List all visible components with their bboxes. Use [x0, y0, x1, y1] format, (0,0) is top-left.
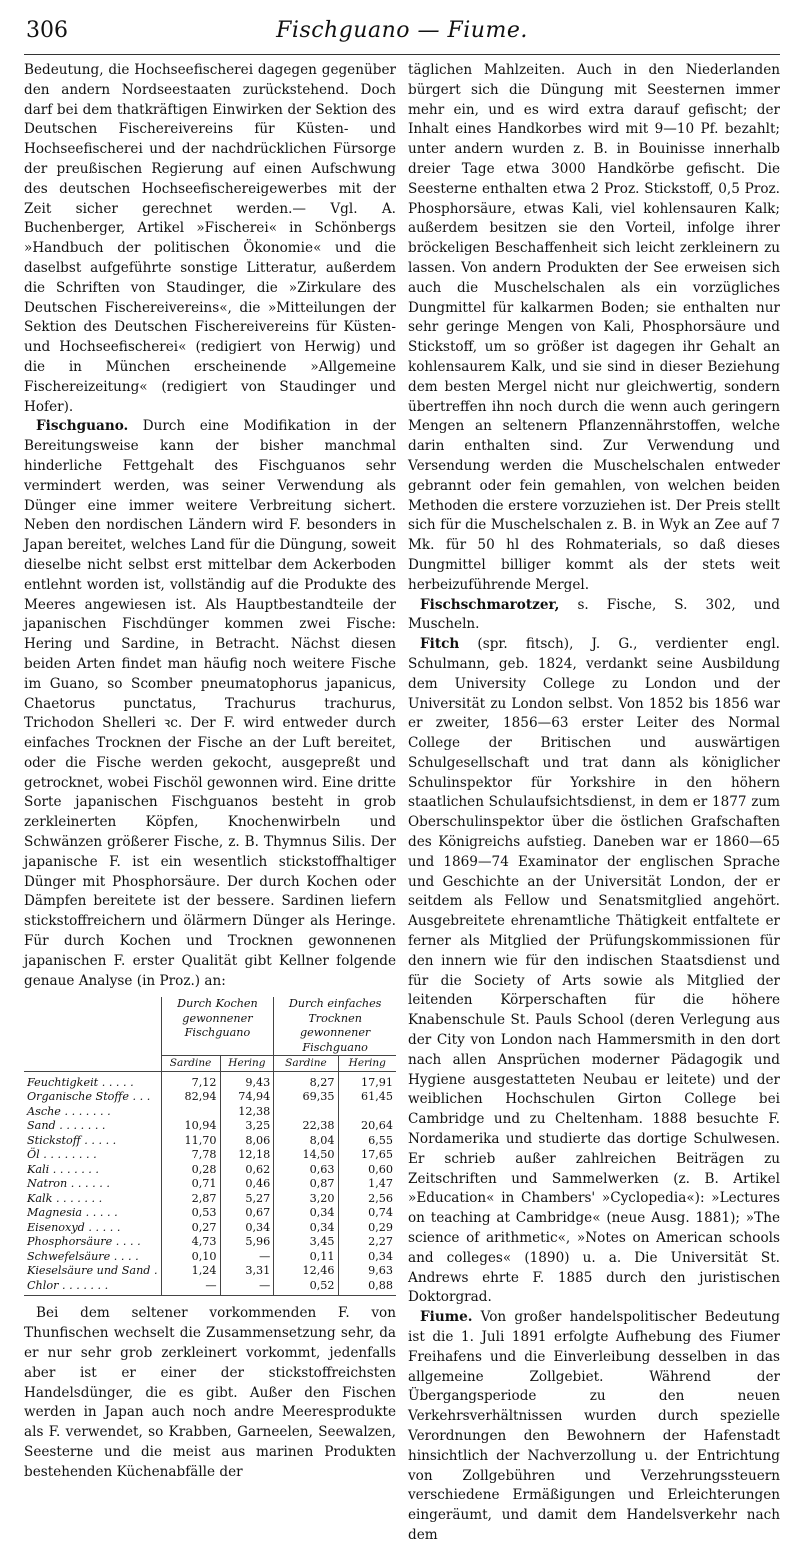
table-row-label: Natron . . . . . . — [27, 1177, 110, 1191]
table-group-dried: Durch einfaches Trocknen gewonnener Fischguano — [274, 997, 396, 1056]
table-row — [24, 1235, 396, 1250]
entry-fiume-text: Von großer handelspolitischer Bedeutung ist die 1. Juli 1891 erfolgte Aufhebung des Fiumer Freihafens und die Einverleibung desselben in das allgemeine Zollgebiet. Während der Übergangsperiode zu den neuen Verkehrsverhältnissen wurden durch spezielle Verordnungen den Bewohnern der Hafenstadt hinsichtlich der Nachverzollung u. der Entrichtung von Zollgebühren und Verzehrungssteuern verschiedene Ermäßigungen und Erleichterungen eingeräumt, und damit dem Handelsverkehr nach dem — [408, 1309, 780, 1543]
table-cell: 0,52 — [274, 1279, 338, 1296]
table-row-label: Kali . . . . . . . — [27, 1162, 99, 1176]
table-cell: 0,27 — [161, 1221, 220, 1236]
table-cell: 1,24 — [161, 1264, 220, 1279]
entry-fischguano — [24, 417, 396, 991]
table-row-label: Stickstoff . . . . . — [27, 1133, 117, 1147]
table-cell: 0,74 — [338, 1206, 396, 1221]
table-cell: 82,94 — [161, 1090, 220, 1105]
table-cell: — — [220, 1250, 274, 1265]
table-row — [24, 1250, 396, 1265]
paragraph-fischerei-end: Bedeutung, die Hochseefischerei dagegen gegenüber den andern Nordseestaaten zurückstehend. Doch darf bei dem thatkräftigen Einwirken der Sektion des Deutschen Fischereivereins für Küsten- und Hochseefischerei und der nachdrücklichen Fürsorge der preußischen Regierung auf einen Aufschwung des deutschen Hochseefischereigewerbes mit der Zeit sicher gerechnet werden.— Vgl. A. Buchenberger, Artikel »Fischerei« in Schönbergs »Handbuch der politischen Ökonomie« und die daselbst aufgeführte sonstige Litteratur, außerdem die Schriften von Staudinger, die »Zirkulare des Deutschen Fischereivereins«, die »Mitteilungen der Sektion des Deutschen Fischereivereins für Küsten- und Hochseefischerei« (redigiert von Herwig) und die in München erscheinende »Allgemeine Fischereizeitung« (redigiert von Staudinger und Hofer). — [24, 62, 396, 415]
table-cell: 3,20 — [274, 1192, 338, 1207]
table-cell: 0,62 — [220, 1163, 274, 1178]
table-cell: 0,34 — [274, 1206, 338, 1221]
headword-fischschmarotzer: Fischschmarotzer, — [420, 596, 560, 613]
entry-fischschmarotzer — [408, 596, 780, 636]
table-row — [24, 1163, 396, 1178]
table-cell: 0,28 — [161, 1163, 220, 1178]
running-title: Fischguano — Fiume. — [276, 18, 528, 43]
page-number: 306 — [26, 18, 68, 43]
headword-fischguano: Fischguano. — [36, 418, 129, 435]
table-row-label: Eisenoxyd . . . . . — [27, 1220, 121, 1234]
table-cell: 4,73 — [161, 1235, 220, 1250]
table-row-label: Sand . . . . . . . — [27, 1119, 106, 1133]
table-cell: 8,06 — [220, 1134, 274, 1149]
table-cell: 17,65 — [338, 1148, 396, 1163]
headword-fitch: Fitch — [420, 636, 460, 653]
table-cell: 3,25 — [220, 1119, 274, 1134]
table-row-label: Schwefelsäure . . . . — [27, 1249, 139, 1263]
table-row — [24, 1279, 396, 1296]
table-row — [24, 1177, 396, 1192]
table-row-label: Kalk . . . . . . . — [27, 1191, 103, 1205]
table-cell: 12,18 — [220, 1148, 274, 1163]
analysis-table — [24, 997, 396, 1296]
paragraph-thunfisch: Bei dem seltener vorkommenden F. von Thunfischen wechselt die Zusammensetzung sehr, da er nur sehr grob zerkleinert vorkommt, jedenfalls aber ist er einer der stickstoffreichsten Handelsdünger, die es gibt. Außer den Fischen werden in Japan auch noch andre Meeresprodukte als F. verwendet, so Krabben, Garneelen, Seewalzen, Seesterne und die meist aus marinen Produkten bestehenden Küchenabfälle der — [24, 1305, 396, 1480]
table-corner — [24, 997, 161, 1071]
table-row-label: Öl . . . . . . . . — [27, 1148, 97, 1162]
table-cell — [161, 1105, 220, 1120]
table-cell: 5,27 — [220, 1192, 274, 1207]
table-cell — [338, 1105, 396, 1120]
table-cell: 8,27 — [274, 1071, 338, 1090]
table-row-label: Kieselsäure und Sand . — [27, 1264, 158, 1278]
left-column — [24, 61, 396, 1546]
table-cell: 0,63 — [274, 1163, 338, 1178]
table-row — [24, 1119, 396, 1134]
table-cell: 8,04 — [274, 1134, 338, 1149]
right-column — [408, 61, 780, 1546]
table-row — [24, 1105, 396, 1120]
table-cell: 3,31 — [220, 1264, 274, 1279]
table-row — [24, 1090, 396, 1105]
table-cell: 2,87 — [161, 1192, 220, 1207]
table-cell: 0,60 — [338, 1163, 396, 1178]
table-row — [24, 1221, 396, 1236]
table-cell: 14,50 — [274, 1148, 338, 1163]
text-columns — [24, 61, 780, 1546]
table-cell: 61,45 — [338, 1090, 396, 1105]
table-cell: 7,12 — [161, 1071, 220, 1090]
entry-fitch — [408, 635, 780, 1308]
table-cell: 10,94 — [161, 1119, 220, 1134]
table-cell: 2,27 — [338, 1235, 396, 1250]
entry-fitch-text: (spr. fitsch), J. G., verdienter engl. Schulmann, geb. 1824, verdankt seine Ausbildung dem University College zu London und der Universität zu London selbst. Von 1852 bis 1856 war er zweiter, 1856—63 erster Leiter des Normal College der Britischen und auswärtigen Schulgesellschaft und trat dann als königlicher Schulinspektor für Yorkshire in den höhern staatlichen Schulaufsichtsdienst, in dem er 1877 zum Oberschulinspektor über die östlichen Grafschaften des Königreichs aufstieg. Daneben war er 1860—65 und 1869—74 Examinator der englischen Sprache und Geschichte an der Universität London, der er seitdem als Fellow und Senatsmitglied angehört. Ausgebreitete ehrenamtliche Thätigkeit entfaltete er ferner als Mitglied der Prüfungskommissionen für den innern wie für den indischen Staatsdienst und für die Society of Arts sowie als Mitglied der leitenden Körperschaften für die höhere Knabenschule St. Pauls School (deren Verlegung aus der City von London nach Hammersmith in den dort nach allen Ansprüchen moderner Pädagogik und Hygiene ausgestatteten Neubau er leitete) und der weiblichen Hochschulen Girton College bei Cambridge und zu Cheltenham. 1888 besuchte F. Nordamerika und studierte das dortige Schulwesen. Er schrieb außer zahlreichen Beiträgen zu Zeitschriften und Sammelwerken (z. B. Artikel »Education« in Chambers' »Cyclopedia«): »Lectures on teaching at Cambridge« (neue Ausg. 1881); »The science of arithmetic«, »Notes on American schools and colleges« (1890) u. a. Die Universität St. Andrews ehrte F. 1885 durch den juristischen Doktorgrad. — [408, 636, 780, 1306]
table-group-cooked: Durch Kochen gewonnener Fischguano — [161, 997, 274, 1056]
table-cell: — — [161, 1279, 220, 1296]
table-cell: 74,94 — [220, 1090, 274, 1105]
table-cell: 7,78 — [161, 1148, 220, 1163]
table-cell: 17,91 — [338, 1071, 396, 1090]
table-cell: 2,56 — [338, 1192, 396, 1207]
table-cell: 0,46 — [220, 1177, 274, 1192]
table-cell: 5,96 — [220, 1235, 274, 1250]
table-cell: 0,88 — [338, 1279, 396, 1296]
table-cell: 11,70 — [161, 1134, 220, 1149]
table-subheader: Sardine — [274, 1056, 338, 1072]
table-row — [24, 1148, 396, 1163]
table-row — [24, 1206, 396, 1221]
table-cell: 0,34 — [220, 1221, 274, 1236]
table-cell: 3,45 — [274, 1235, 338, 1250]
table-cell: 0,71 — [161, 1177, 220, 1192]
table-cell: — — [220, 1279, 274, 1296]
table-subheader: Sardine — [161, 1056, 220, 1072]
table-cell: 0,34 — [338, 1250, 396, 1265]
table-cell: 0,34 — [274, 1221, 338, 1236]
table-cell: 22,38 — [274, 1119, 338, 1134]
table-cell: 0,11 — [274, 1250, 338, 1265]
table-cell: 6,55 — [338, 1134, 396, 1149]
table-row-label: Asche . . . . . . . — [27, 1104, 111, 1118]
table-cell: 9,43 — [220, 1071, 274, 1090]
entry-fiume — [408, 1308, 780, 1546]
table-cell: 12,46 — [274, 1264, 338, 1279]
headword-fiume: Fiume. — [420, 1309, 473, 1326]
table-row-label: Magnesia . . . . . — [27, 1206, 118, 1220]
table-row — [24, 1071, 396, 1090]
table-cell: 20,64 — [338, 1119, 396, 1134]
table-subheader: Hering — [220, 1056, 274, 1072]
table-cell: 69,35 — [274, 1090, 338, 1105]
table-cell: 0,10 — [161, 1250, 220, 1265]
paragraph-seesterne: täglichen Mahlzeiten. Auch in den Niederlanden bürgert sich die Düngung mit Seesternen immer mehr ein, und es wird extra darauf gefischt; der Inhalt eines Handkorbes wird mit 9—10 Pf. bezahlt; unter andern wurden z. B. in Bouinisse innerhalb dreier Tage etwa 3000 Handkörbe gefischt. Die Seesterne enthalten etwa 2 Proz. Stickstoff, 0,5 Proz. Phosphorsäure, etwas Kali, viel kohlensauren Kalk; außerdem besitzen sie den Vorteil, infolge ihrer bröckeligen Beschaffenheit sich leicht zerkleinern zu lassen. Von andern Produkten der See erweisen sich auch die Muschelschalen als ein vorzügliches Dungmittel für kalkarmen Boden; sie enthalten nur sehr geringe Mengen von Kali, Phosphorsäure und Stickstoff, um so größer ist dagegen ihr Gehalt an kohlensaurem Kalk, und sie sind in dieser Beziehung dem besten Mergel nicht nur gleichwertig, sondern übertreffen ihn noch durch die wenn auch geringern Mengen an seltenern Pflanzennährstoffen, welche darin enthalten sind. Zur Verwendung und Versendung werden die Muschelschalen entweder gebrannt oder fein gemahlen, von welchen beiden Methoden die erstere vorzuziehen ist. Der Preis stellt sich für die Muschelschalen z. B. in Wyk an Zee auf 7 Mk. für 50 hl des Rohmaterials, so daß dieses Dungmittel billiger kommt als der stets weit herbeizuführende Mergel. — [408, 62, 780, 593]
table-cell: 0,87 — [274, 1177, 338, 1192]
table-cell: 0,53 — [161, 1206, 220, 1221]
table-cell: 0,29 — [338, 1221, 396, 1236]
table-row-label: Organische Stoffe . . . — [27, 1090, 151, 1104]
table-cell — [274, 1105, 338, 1120]
table-row-label: Phosphorsäure . . . . — [27, 1235, 141, 1249]
table-row — [24, 1192, 396, 1207]
table-cell: 12,38 — [220, 1105, 274, 1120]
table-row — [24, 1134, 396, 1149]
table-row-label: Feuchtigkeit . . . . . — [27, 1075, 134, 1089]
entry-fischschmarotzer-text: s. Fische, S. 302, und Muscheln. — [408, 596, 780, 633]
running-header — [24, 14, 780, 55]
table-row — [24, 1264, 396, 1279]
entry-fischguano-text: Durch eine Modifikation in der Bereitungsweise kann der bisher manchmal hinderliche Fettgehalt des Fischguanos sehr vermindert werden, was seiner Verwendung als Dünger eine immer weitere Verbreitung sichert. Neben den nordischen Ländern wird F. besonders in Japan bereitet, welches Land für die Düngung, soweit dieselbe nicht selbst erst mittelbar dem Ackerboden entlehnt worden ist, vollständig auf die Produkte des Meeres angewiesen ist. Als Hauptbestandteile der japanischen Fischdünger kommen zwei Fische: Hering und Sardine, in Betracht. Nächst diesen beiden Arten findet man häufig noch weitere Fische im Guano, so Scomber pneumatophorus japanicus, Chaetorus punctatus, Trachurus trachurus, Trichodon Shelleri ꝛc. Der F. wird entweder durch einfaches Trocknen der Fische an der Luft bereitet, oder die Fische werden gekocht, ausgepreßt und getrocknet, wobei Fischöl gewonnen wird. Eine dritte Sorte japanischen Fischguanos besteht in grob zerkleinerten Köpfen, Knochenwirbeln und Schwänzen größerer Fische, z. B. Thymnus Silis. Der japanische F. ist ein wesentlich stickstoffhaltiger Dünger mit Phosphorsäure. Der durch Kochen oder Dämpfen bereitete ist der bessere. Sardinen liefern stickstoffreichern und ölärmern Dünger als Heringe. Für durch Kochen und Trocknen gewonnenen japanischen F. erster Qualität gibt Kellner folgende genaue Analyse (in Proz.) an: — [24, 418, 396, 989]
table-cell: 9,63 — [338, 1264, 396, 1279]
table-cell: 0,67 — [220, 1206, 274, 1221]
table-subheader: Hering — [338, 1056, 396, 1072]
table-cell: 1,47 — [338, 1177, 396, 1192]
table-row-label: Chlor . . . . . . . — [24, 1279, 161, 1296]
